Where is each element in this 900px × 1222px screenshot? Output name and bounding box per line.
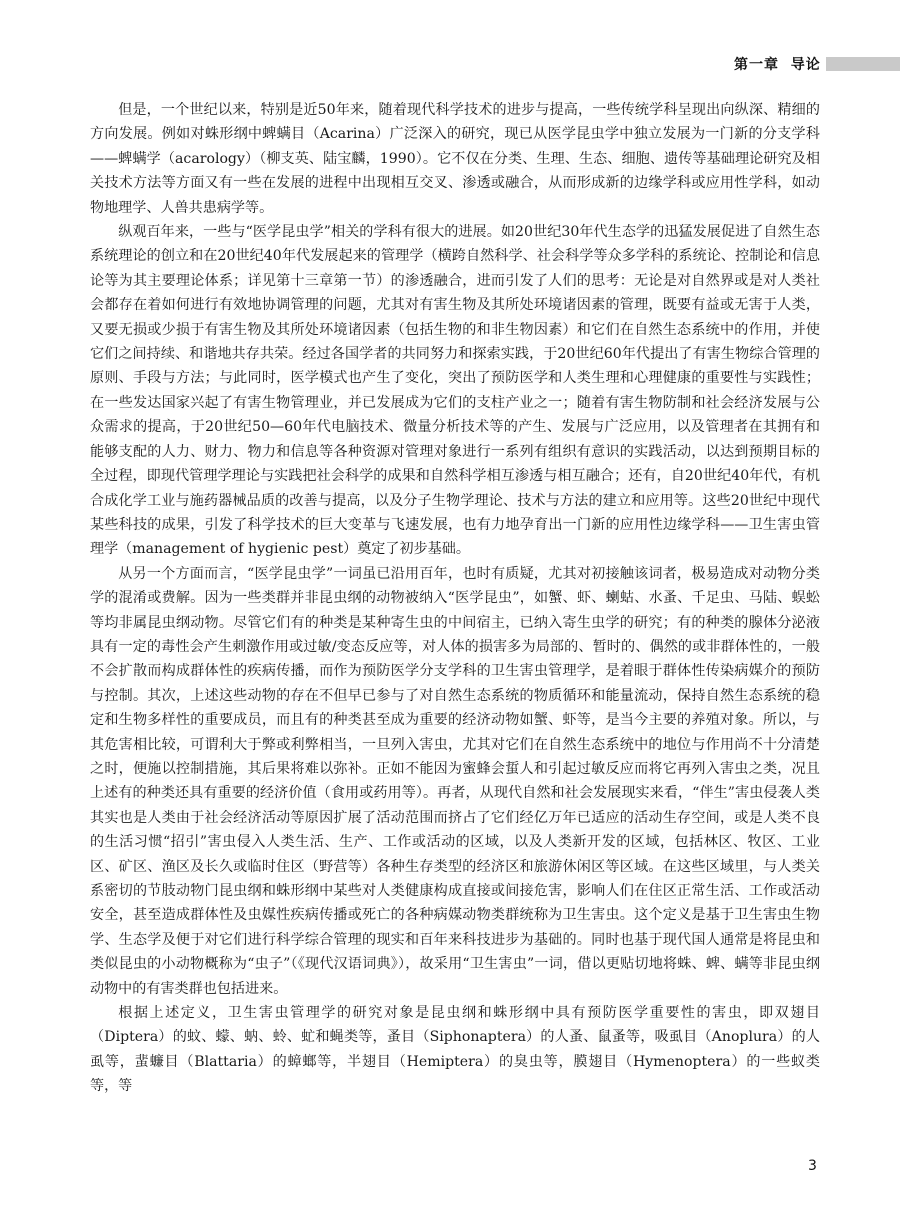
paragraph: 根据上述定义，卫生害虫管理学的研究对象是昆虫纲和蛛形纲中具有预防医学重要性的害虫，即双翅目（Diptera）的蚊、蠓、蚋、蛉、虻和蝇类等，蚤目（Siphonaptera）的人蚤、鼠蚤等，吸虱目（Anoplura）的人虱等，蜚蠊目（Blattaria）的蟑螂等，半翅目（Hemiptera）的臭虫等，膜翅目（Hymenoptera）的一些蚁类等，等	[90, 1005, 820, 1095]
paragraph: 但是，一个世纪以来，特别是近50年来，随着现代科学技术的进步与提高，一些传统学科呈现出向纵深、精细的方向发展。例如对蛛形纲中蜱螨目（Acarina）广泛深入的研究，现已从医学昆虫学中独立发展为一门新的分支学科——蜱螨学（acarology）（柳支英、陆宝麟，1990）。它不仅在分类、生理、生态、细胞、遗传等基础理论研究及相关技术方法等方面又有一些在发展的进程中出现相互交叉、渗透或融合，从而形成新的边缘学科或应用性学科，如动物地理学、人兽共患病学等。	[90, 102, 820, 216]
page-number: 3	[808, 1158, 817, 1174]
chapter-number: 第一章	[734, 57, 779, 73]
paragraph: 从另一个方面而言，“医学昆虫学”一词虽已沿用百年，也时有质疑，尤其对初接触该词者，极易造成对动物分类学的混淆或费解。因为一些类群并非昆虫纲的动物被纳入“医学昆虫”，如蟹、虾、蝲蛄、水蚤、千足虫、马陆、蜈蚣等均非属昆虫纲动物。尽管它们有的种类是某种寄生虫的中间宿主，已纳入寄生虫学的研究；有的种类的腺体分泌液具有一定的毒性会产生刺激作用或过敏/变态反应等，对人体的损害多为局部的、暂时的、偶然的或非群体性的，一般不会扩散而构成群体性的疾病传播，而作为预防医学分支学科的卫生害虫管理学，是着眼于群体性传染病媒介的预防与控制。其次，上述这些动物的存在不但早已参与了对自然生态系统的物质循环和能量流动，保持自然生态系统的稳定和生物多样性的重要成员，而且有的种类甚至成为重要的经济动物如蟹、虾等，是当今主要的养殖对象。所以，与其危害相比较，可谓利大于弊或利弊相当，一旦列入害虫，尤其对它们在自然生态系统中的地位与作用尚不十分清楚之时，便施以控制措施，其后果将难以弥补。正如不能因为蜜蜂会蜇人和引起过敏反应而将它再列入害虫之类，况且上述有的种类还具有重要的经济价值（食用或药用等）。再者，从现代自然和社会发展现实来看，“伴生”害虫侵袭人类其实也是人类由于社会经济活动等原因扩展了活动范围而挤占了它们经亿万年已适应的活动生存空间，或是人类不良的生活习惯“招引”害虫侵入人类生活、生产、工作或活动的区域，以及人类新开发的区域，包括林区、牧区、工业区、矿区、渔区及长久或临时住区（野营等）各种生存类型的经济区和旅游休闲区等区域。在这些区域里，与人类关系密切的节肢动物门昆虫纲和蛛形纲中某些对人类健康构成直接或间接危害，影响人们在住区正常生活、工作或活动安全，甚至造成群体性及虫媒性疾病传播或死亡的各种病媒动物类群统称为卫生害虫。这个定义是基于卫生害虫生物学、生态学及便于对它们进行科学综合管理的现实和百年来科技进步为基础的。同时也基于现代国人通常是将昆虫和类似昆虫的小动物概称为“虫子”（《现代汉语词典》），故采用“卫生害虫”一词，借以更贴切地将蛛、蜱、螨等非昆虫纲动物中的有害类群也包括进来。	[90, 565, 820, 997]
paragraph: 纵观百年来，一些与“医学昆虫学”相关的学科有很大的进展。如20世纪30年代生态学的迅猛发展促进了自然生态系统理论的创立和在20世纪40年代发展起来的管理学（横跨自然科学、社会科学等众多学科的系统论、控制论和信息论等为其主要理论体系；详见第十三章第一节）的渗透融合，进而引发了人们的思考：无论是对自然界或是对人类社会都存在着如何进行有效地协调管理的问题，尤其对有害生物及其所处环境诸因素的管理，既要有益或无害于人类，又要无损或少损于有害生物及其所处环境诸因素（包括生物的和非生物因素）和它们在自然生态系统中的作用，并使它们之间持续、和谐地共存共荣。经过各国学者的共同努力和探索实践，于20世纪60年代提出了有害生物综合管理的原则、手段与方法；与此同时，医学模式也产生了变化，突出了预防医学和人类生理和心理健康的重要性与实践性；在一些发达国家兴起了有害生物管理业，并已发展成为它们的支柱产业之一；随着有害生物防制和社会经济发展与公众需求的提高，于20世纪50—60年代电脑技术、微量分析技术等的产生、发展与广泛应用，以及管理者在其拥有和能够支配的人力、财力、物力和信息等各种资源对管理对象进行一系列有组织有意识的实践活动，以达到预期目标的全过程，即现代管理学理论与实践把社会科学的成果和自然科学相互渗透与相互融合；还有，自20世纪40年代，有机合成化学工业与施药器械品质的改善与提高，以及分子生物学理论、技术与方法的建立和应用等。这些20世纪中现代某些科技的成果，引发了科学技术的巨大变革与飞速发展，也有力地孕育出一门新的应用性边缘学科——卫生害虫管理学（management of hygienic pest）奠定了初步基础。	[90, 224, 820, 558]
header-bar	[826, 57, 900, 71]
running-header	[700, 54, 900, 76]
chapter-heading	[734, 54, 821, 74]
chapter-title: 导论	[790, 57, 821, 73]
body-text	[90, 98, 820, 1099]
